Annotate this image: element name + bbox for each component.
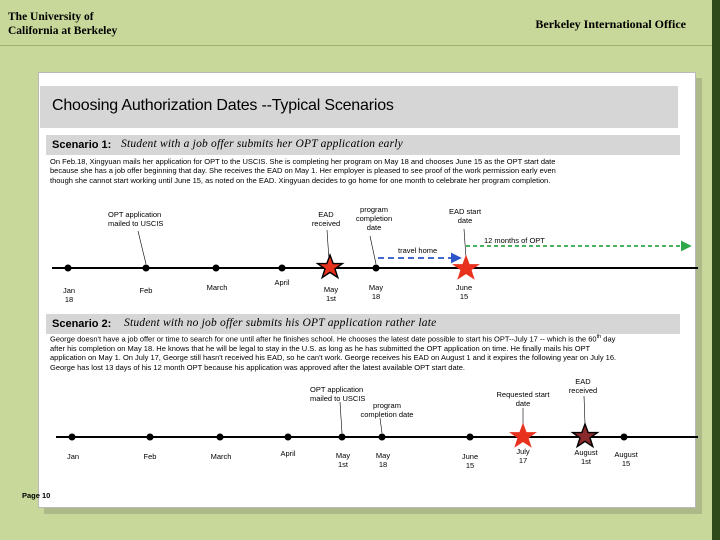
s2-tick-7-line2: 17: [518, 456, 528, 465]
s1-ead-received-pointer: [327, 230, 329, 260]
s1-tick-3-line1: April: [274, 278, 290, 287]
s2-tick-march: [217, 434, 224, 441]
s1-tick-1-line1: Feb: [139, 286, 153, 295]
s2-tick-august15: [621, 434, 628, 441]
s2-tick-6-line2: 15: [465, 461, 475, 470]
scenario2-line-1-tail: day: [603, 334, 616, 344]
s1-tick-0-line1: Jan: [62, 286, 76, 295]
s1-tick-5-line2: 18: [371, 292, 381, 301]
s2-opt-application-line2: mailed to USCIS: [310, 394, 366, 403]
s1-tick-6-line1: June: [455, 283, 473, 292]
scenario2-line-3: application on May 1. On July 17, George still hasn't received his EAD, so he can't work. George receives his EAD on August 1 and it expires the following year on July 16.: [50, 353, 617, 363]
scenario2-line-4: George has lost 13 days of his 12 month OPT because his application was approved after the latest available OPT start date.: [50, 362, 465, 372]
s2-tick-3-line1: April: [280, 449, 296, 458]
s1-ead-start-pointer: [464, 229, 466, 258]
s1-tick-4-line2: 1st: [325, 294, 336, 303]
s1-travel-home-label: travel home: [398, 246, 438, 255]
s1-tick-4-line1: May: [323, 285, 339, 294]
s1-ead-received-star-icon: [318, 255, 343, 278]
s2-ead-received-line2: received: [568, 386, 598, 395]
s2-tick-4-line2: 1st: [337, 460, 348, 469]
s2-tick-5-line1: May: [375, 451, 391, 460]
scenario2-line-2: after his completion on May 18. He knows that he will be legal to stay in the U.S. as long as he has submitted the OPT application on time. He finally mails his OPT: [50, 343, 591, 353]
s1-program-completion-line3: date: [366, 223, 382, 232]
s2-requested-start-line2: date: [515, 399, 531, 408]
s1-program-completion-line1: program: [360, 205, 388, 214]
s1-tick-6-line2: 15: [459, 292, 469, 301]
s2-opt-application-pointer: [340, 402, 342, 433]
s1-tick-feb: [143, 265, 150, 272]
s2-tick-8-line1: August: [574, 448, 598, 457]
s1-ead-start-star-icon: [454, 256, 479, 279]
scenario1-label: Scenario 1:: [52, 139, 112, 151]
s2-tick-7-line1: July: [516, 447, 530, 456]
s1-opt-application-pointer: [138, 231, 146, 264]
s2-tick-0-line1: Jan: [66, 452, 80, 461]
s2-ead-received-star-icon: [573, 424, 598, 447]
scenario1-line-2: because she has a job offer beginning that day. She receives the EAD on May 1. Her employer is pleased to see proof of the work permission early even: [50, 166, 556, 176]
s2-program-completion-line2: completion date: [360, 410, 414, 419]
s2-program-completion-pointer: [380, 418, 382, 433]
university-line-2: California at Berkeley: [8, 25, 118, 37]
s2-tick-april: [285, 434, 292, 441]
s1-ead-start-line1: EAD start: [448, 207, 482, 216]
s1-tick-2-line1: March: [206, 283, 228, 292]
s2-tick-8-line2: 1st: [580, 457, 591, 466]
page-title: Choosing Authorization Dates --Typical Scenarios: [52, 97, 394, 114]
s2-requested-start-line1: Requested start: [496, 390, 550, 399]
s2-ead-received-line1: EAD: [575, 377, 591, 386]
s1-tick-jan: [65, 265, 72, 272]
s2-requested-start-star-icon: [511, 424, 536, 447]
s1-tick-april: [279, 265, 286, 272]
s1-opt-application-line1: OPT application: [108, 210, 162, 219]
s2-program-completion-line1: program: [373, 401, 401, 410]
s2-tick-june15: [467, 434, 474, 441]
s1-tick-5-line1: May: [368, 283, 384, 292]
s2-ead-received-pointer: [584, 396, 585, 424]
s2-tick-2-line1: March: [210, 452, 232, 461]
s2-tick-9-line2: 15: [621, 459, 631, 468]
scenario1-description: Student with a job offer submits her OPT application early: [121, 138, 403, 150]
s2-tick-may1: [339, 434, 346, 441]
scenario2-description: Student with no job offer submits his OPT application rather late: [124, 317, 437, 329]
s2-tick-1-line1: Feb: [143, 452, 157, 461]
s1-tick-may18: [373, 265, 380, 272]
scenario1-line-1: On Feb.18, Xingyuan mails her application for OPT to the USCIS. She is completing her program on May 18 and chooses June 15 as the OPT start date: [50, 157, 556, 166]
scenario2-label: Scenario 2:: [52, 318, 112, 330]
s1-program-completion-line2: completion: [355, 214, 393, 223]
s1-opt-application-line2: mailed to USCIS: [108, 219, 164, 228]
scenario1-line-3: though she cannot start working until June 15, as noted on the EAD. Xingyuan decides to go home for one month to celebrate her program completion.: [50, 175, 551, 185]
page-number: Page 10: [22, 491, 51, 500]
scenario2-line-1-text: George doesn't have a job offer or time to search for one until after he finishes school. He chooses the latest date possible to start his OPT--July 17 -- which is the 60: [50, 334, 597, 344]
s2-tick-6-line1: June: [461, 452, 479, 461]
s2-tick-jan: [69, 434, 76, 441]
office-name: Berkeley International Office: [535, 17, 686, 31]
s1-tick-march: [213, 265, 220, 272]
s1-ead-received-line2: received: [311, 219, 341, 228]
s2-tick-9-line1: August: [614, 450, 638, 459]
s2-opt-application-line1: OPT application: [310, 385, 364, 394]
s2-tick-may18: [379, 434, 386, 441]
s2-tick-5-line2: 18: [378, 460, 388, 469]
s1-ead-received-line1: EAD: [318, 210, 334, 219]
s2-tick-4-line1: May: [335, 451, 351, 460]
scenario2-superscript: th: [596, 334, 602, 340]
s1-program-completion-pointer: [370, 236, 376, 264]
s2-tick-feb: [147, 434, 154, 441]
s1-ead-start-line2: date: [457, 216, 473, 225]
s1-tick-0-line2: 18: [64, 295, 74, 304]
s1-twelve-months-label: 12 months of OPT: [484, 236, 545, 245]
university-line-1: The University of: [8, 11, 94, 23]
